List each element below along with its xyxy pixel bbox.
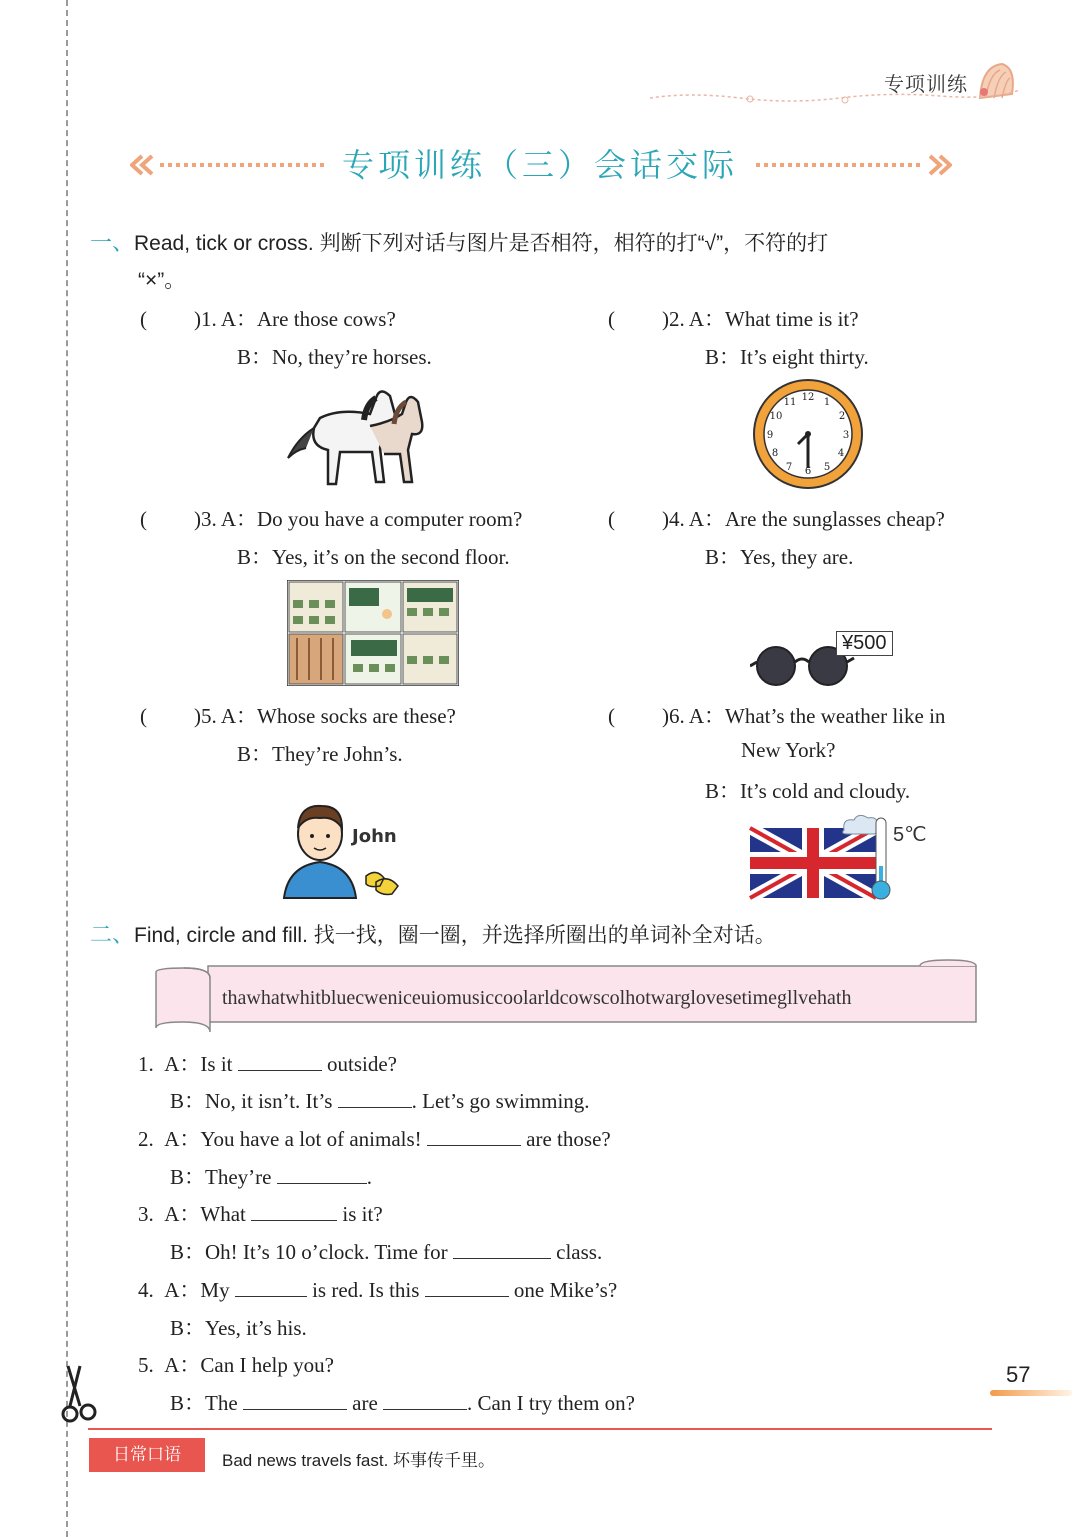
temperature-label: 5℃ — [893, 824, 927, 846]
q4-line-b: B：Yes, it’s his. — [170, 1316, 307, 1340]
letter-string: thawhatwhitbluecweniceuiomusiccoolarldcowscolhotwarglovesetimegllvehath — [222, 987, 852, 1009]
svg-text:8: 8 — [771, 448, 779, 459]
q3-line-a: 3. A：What is it? — [138, 1202, 383, 1226]
price-tag: ¥500 — [836, 631, 893, 656]
svg-text:11: 11 — [783, 397, 797, 408]
q1-blank-1[interactable] — [238, 1052, 322, 1071]
q3-blank-1[interactable] — [251, 1202, 337, 1221]
part1-instruction: 一、Read, tick or cross. 判断下列对话与图片是否相符，相符的打“√”，不符的打 — [90, 231, 829, 256]
svg-text:9: 9 — [766, 430, 774, 441]
cut-line — [66, 0, 68, 1537]
svg-text:4: 4 — [837, 448, 845, 459]
svg-text:12: 12 — [801, 392, 815, 403]
item1-line-a: A：Are those cows? — [220, 307, 396, 331]
q1-line-a: 1. A：Is it outside? — [138, 1052, 397, 1076]
footer-divider — [88, 1428, 992, 1430]
q5-line-b: B：The are . Can I try them on? — [170, 1391, 636, 1415]
uk-flag-thermometer-image — [748, 812, 900, 904]
q5-line-a: 5. A：Can I help you? — [138, 1353, 334, 1377]
item2-question-line: ( )2. A：What time is it? — [608, 307, 859, 331]
svg-text:1: 1 — [823, 397, 831, 408]
part2-number: 二、 — [90, 923, 135, 948]
q2-blank-1[interactable] — [427, 1127, 521, 1146]
part2-instruction: 二、Find, circle and fill. 找一找，圈一圈，并选择所圈出的单词补全对话。 — [90, 923, 776, 948]
clock-image — [748, 378, 868, 490]
section-title: 专项训练（三）会话交际 — [341, 146, 738, 184]
part1-number: 一、 — [90, 231, 135, 256]
item6-line-a: A：What’s the weather like in — [688, 704, 946, 728]
q2-line-b: B：They’re . — [170, 1165, 372, 1189]
item4-line-b: B：Yes, they are. — [705, 545, 854, 569]
item5-question-line: ( )5. A：Whose socks are these? — [140, 704, 456, 728]
svg-text:7: 7 — [785, 462, 793, 473]
svg-text:2: 2 — [838, 411, 846, 422]
item3-line-b: B：Yes, it’s on the second floor. — [237, 545, 510, 569]
q4-blank-1[interactable] — [235, 1278, 307, 1297]
item6-line-a2: New York? — [741, 738, 836, 762]
q1-line-b: B：No, it isn’t. It’s . Let’s go swimming. — [170, 1089, 590, 1113]
q5-blank-2[interactable] — [383, 1391, 467, 1410]
school-floors-image — [287, 580, 459, 686]
boy-name-label: John — [352, 826, 397, 847]
boy-john-image — [280, 798, 404, 902]
horses-image — [280, 378, 430, 490]
q4-blank-2[interactable] — [425, 1278, 509, 1297]
footer-tag: 日常口语 — [89, 1438, 205, 1472]
item4-line-a: A：Are the sunglasses cheap? — [688, 507, 945, 531]
q1-blank-2[interactable] — [338, 1089, 412, 1108]
scissors-icon — [58, 1362, 102, 1428]
q3-blank-2[interactable] — [453, 1240, 551, 1259]
page-number-underline — [990, 1388, 1072, 1398]
svg-text:3: 3 — [842, 430, 850, 441]
q4-line-a: 4. A：My is red. Is this one Mike’s? — [138, 1278, 618, 1302]
part1-instruction-line2: “×”。 — [138, 269, 186, 292]
item5-line-b: B：They’re John’s. — [237, 742, 403, 766]
item1-question-line: ( )1. A：Are those cows? — [140, 307, 396, 331]
svg-text:10: 10 — [769, 411, 783, 422]
footer-text: Bad news travels fast. 坏事传千里。 — [222, 1451, 496, 1470]
right-arrow-decoration — [752, 150, 952, 180]
item1-line-b: B：No, they’re horses. — [237, 345, 432, 369]
q2-blank-2[interactable] — [277, 1165, 367, 1184]
item6-line-b: B：It’s cold and cloudy. — [705, 779, 911, 803]
item3-question-line: ( )3. A：Do you have a computer room? — [140, 507, 523, 531]
q3-line-b: B：Oh! It’s 10 o’clock. Time for class. — [170, 1240, 603, 1264]
q2-line-a: 2. A：You have a lot of animals! are those? — [138, 1127, 611, 1151]
item2-line-a: A：What time is it? — [688, 307, 859, 331]
svg-text:5: 5 — [823, 462, 831, 473]
item6-question-line: ( )6. A：What’s the weather like in — [608, 704, 946, 728]
item5-line-a: A：Whose socks are these? — [220, 704, 456, 728]
item2-line-b: B：It’s eight thirty. — [705, 345, 869, 369]
svg-text:6: 6 — [804, 466, 812, 477]
header-wave-line — [650, 88, 1020, 108]
q5-blank-1[interactable] — [243, 1391, 347, 1410]
page-number: 57 — [1006, 1362, 1031, 1387]
header-title: 专项训练 — [884, 72, 968, 96]
item4-question-line: ( )4. A：Are the sunglasses cheap? — [608, 507, 945, 531]
item3-line-a: A：Do you have a computer room? — [220, 507, 523, 531]
